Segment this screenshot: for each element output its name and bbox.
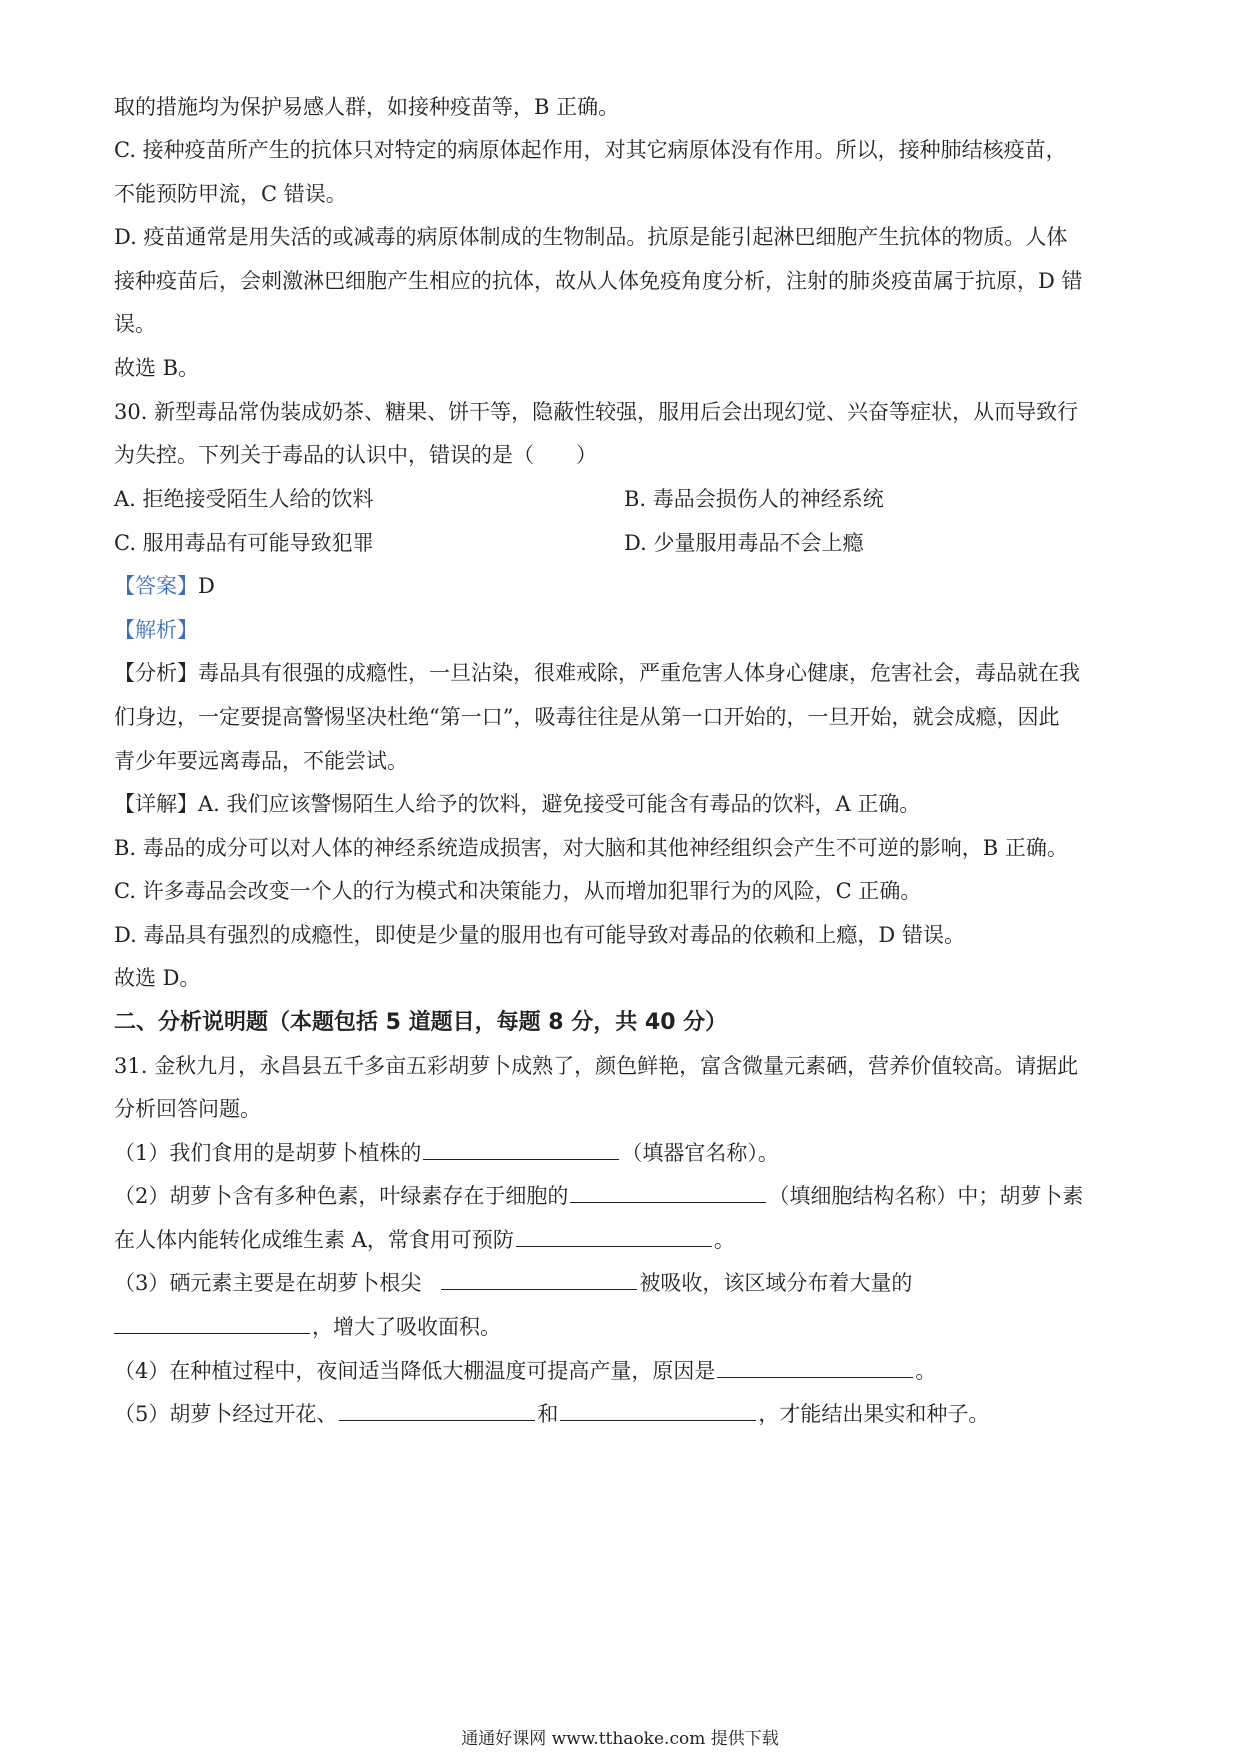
question-31-stem: 分析回答问题。 <box>114 1097 261 1121</box>
analysis-line: 们身边，一定要提高警惕坚决杜绝“第一口”，吸毒往往是从第一口开始的，一旦开始，就会成瘾，因此 <box>114 705 1060 729</box>
page-footer: 通通好课网 www.tthaoke.com 提供下载 <box>461 1729 779 1749</box>
answer-blank[interactable] <box>717 1357 913 1378</box>
detail-line: B. 毒品的成分可以对人体的神经系统造成损害，对大脑和其他神经组织会产生不可逆的影响，B 正确。 <box>114 836 1068 860</box>
question-30-stem: 30. 新型毒品常伪装成奶茶、糖果、饼干等，隐蔽性较强，服用后会出现幻觉、兴奋等症状，从而导致行 <box>114 400 1079 424</box>
answer-line <box>114 571 1134 601</box>
text-line: 接种疫苗后，会刺激淋巴细胞产生相应的抗体，故从人体免疫角度分析，注射的肺炎疫苗属于抗原，D 错 <box>114 269 1083 293</box>
text-line: 误。 <box>114 312 156 336</box>
sub-question-3: （3）硒元素主要是在胡萝卜根尖 被吸收，该区域分布着大量的 <box>114 1271 913 1295</box>
answer-blank[interactable] <box>114 1313 310 1334</box>
sub-question-5: （5）胡萝卜经过开花、 和 ，才能结出果实和种子。 <box>114 1402 990 1426</box>
text-line: 不能预防甲流，C 错误。 <box>114 182 347 206</box>
sub-question-2-cont: 在人体内能转化成维生素 A，常食用可预防 。 <box>114 1228 735 1252</box>
question-30-stem: 为失控。下列关于毒品的认识中，错误的是（ ） <box>114 443 597 467</box>
analysis-line: 【分析】毒品具有很强的成瘾性，一旦沾染，很难戒除，严重危害人体身心健康，危害社会，毒品就在我 <box>114 661 1080 685</box>
sub-question-3-cont: ，增大了吸收面积。 <box>114 1312 1134 1342</box>
section-title: 二、分析说明题（本题包括 5 道题目，每题 8 分，共 40 分） <box>114 1010 728 1035</box>
text-line: 取的措施均为保护易感人群，如接种疫苗等，B 正确。 <box>114 95 620 119</box>
option-a: A. 拒绝接受陌生人给的饮料 <box>114 487 374 511</box>
answer-blank[interactable] <box>560 1400 756 1421</box>
analysis-line: 青少年要远离毒品，不能尝试。 <box>114 749 408 773</box>
answer-blank[interactable] <box>339 1400 535 1421</box>
text-line: 故选 B。 <box>114 356 200 380</box>
detail-line: C. 许多毒品会改变一个人的行为模式和决策能力，从而增加犯罪行为的风险，C 正确。 <box>114 879 922 903</box>
sub-question-2: （2）胡萝卜含有多种色素，叶绿素存在于细胞的 （填细胞结构名称）中；胡萝卜素 <box>114 1184 1084 1208</box>
detail-line: 故选 D。 <box>114 966 201 990</box>
analysis-heading <box>114 615 1134 645</box>
text-line: C. 接种疫苗所产生的抗体只对特定的病原体起作用，对其它病原体没有作用。所以，接种肺结核疫苗， <box>114 138 1067 162</box>
answer-blank[interactable] <box>516 1226 712 1247</box>
sub-question-1: （1）我们食用的是胡萝卜植株的 （填器官名称）。 <box>114 1141 779 1165</box>
text-line: D. 疫苗通常是用失活的或减毒的病原体制成的生物制品。抗原是能引起淋巴细胞产生抗体的物质。人体 <box>114 225 1068 249</box>
question-31-stem: 31. 金秋九月，永昌县五千多亩五彩胡萝卜成熟了，颜色鲜艳，富含微量元素硒，营养价值较高。请据此 <box>114 1054 1079 1078</box>
answer-value: D <box>198 574 215 598</box>
option-b: B. 毒品会损伤人的神经系统 <box>624 487 884 511</box>
answer-blank[interactable] <box>570 1182 766 1203</box>
detail-line: D. 毒品具有强烈的成瘾性，即使是少量的服用也有可能导致对毒品的依赖和上瘾，D 错误。 <box>114 923 965 947</box>
answer-blank[interactable] <box>423 1139 619 1160</box>
sub-question-4: （4）在种植过程中，夜间适当降低大棚温度可提高产量，原因是 。 <box>114 1359 937 1383</box>
option-c: C. 服用毒品有可能导致犯罪 <box>114 531 374 555</box>
detail-line: 【详解】A. 我们应该警惕陌生人给予的饮料，避免接受可能含有毒品的饮料，A 正确。 <box>114 792 921 816</box>
option-d: D. 少量服用毒品不会上瘾 <box>624 531 864 555</box>
answer-blank[interactable] <box>441 1269 637 1290</box>
answer-tag: 【答案】 <box>114 574 198 598</box>
jiexi-tag: 【解析】 <box>114 618 198 642</box>
